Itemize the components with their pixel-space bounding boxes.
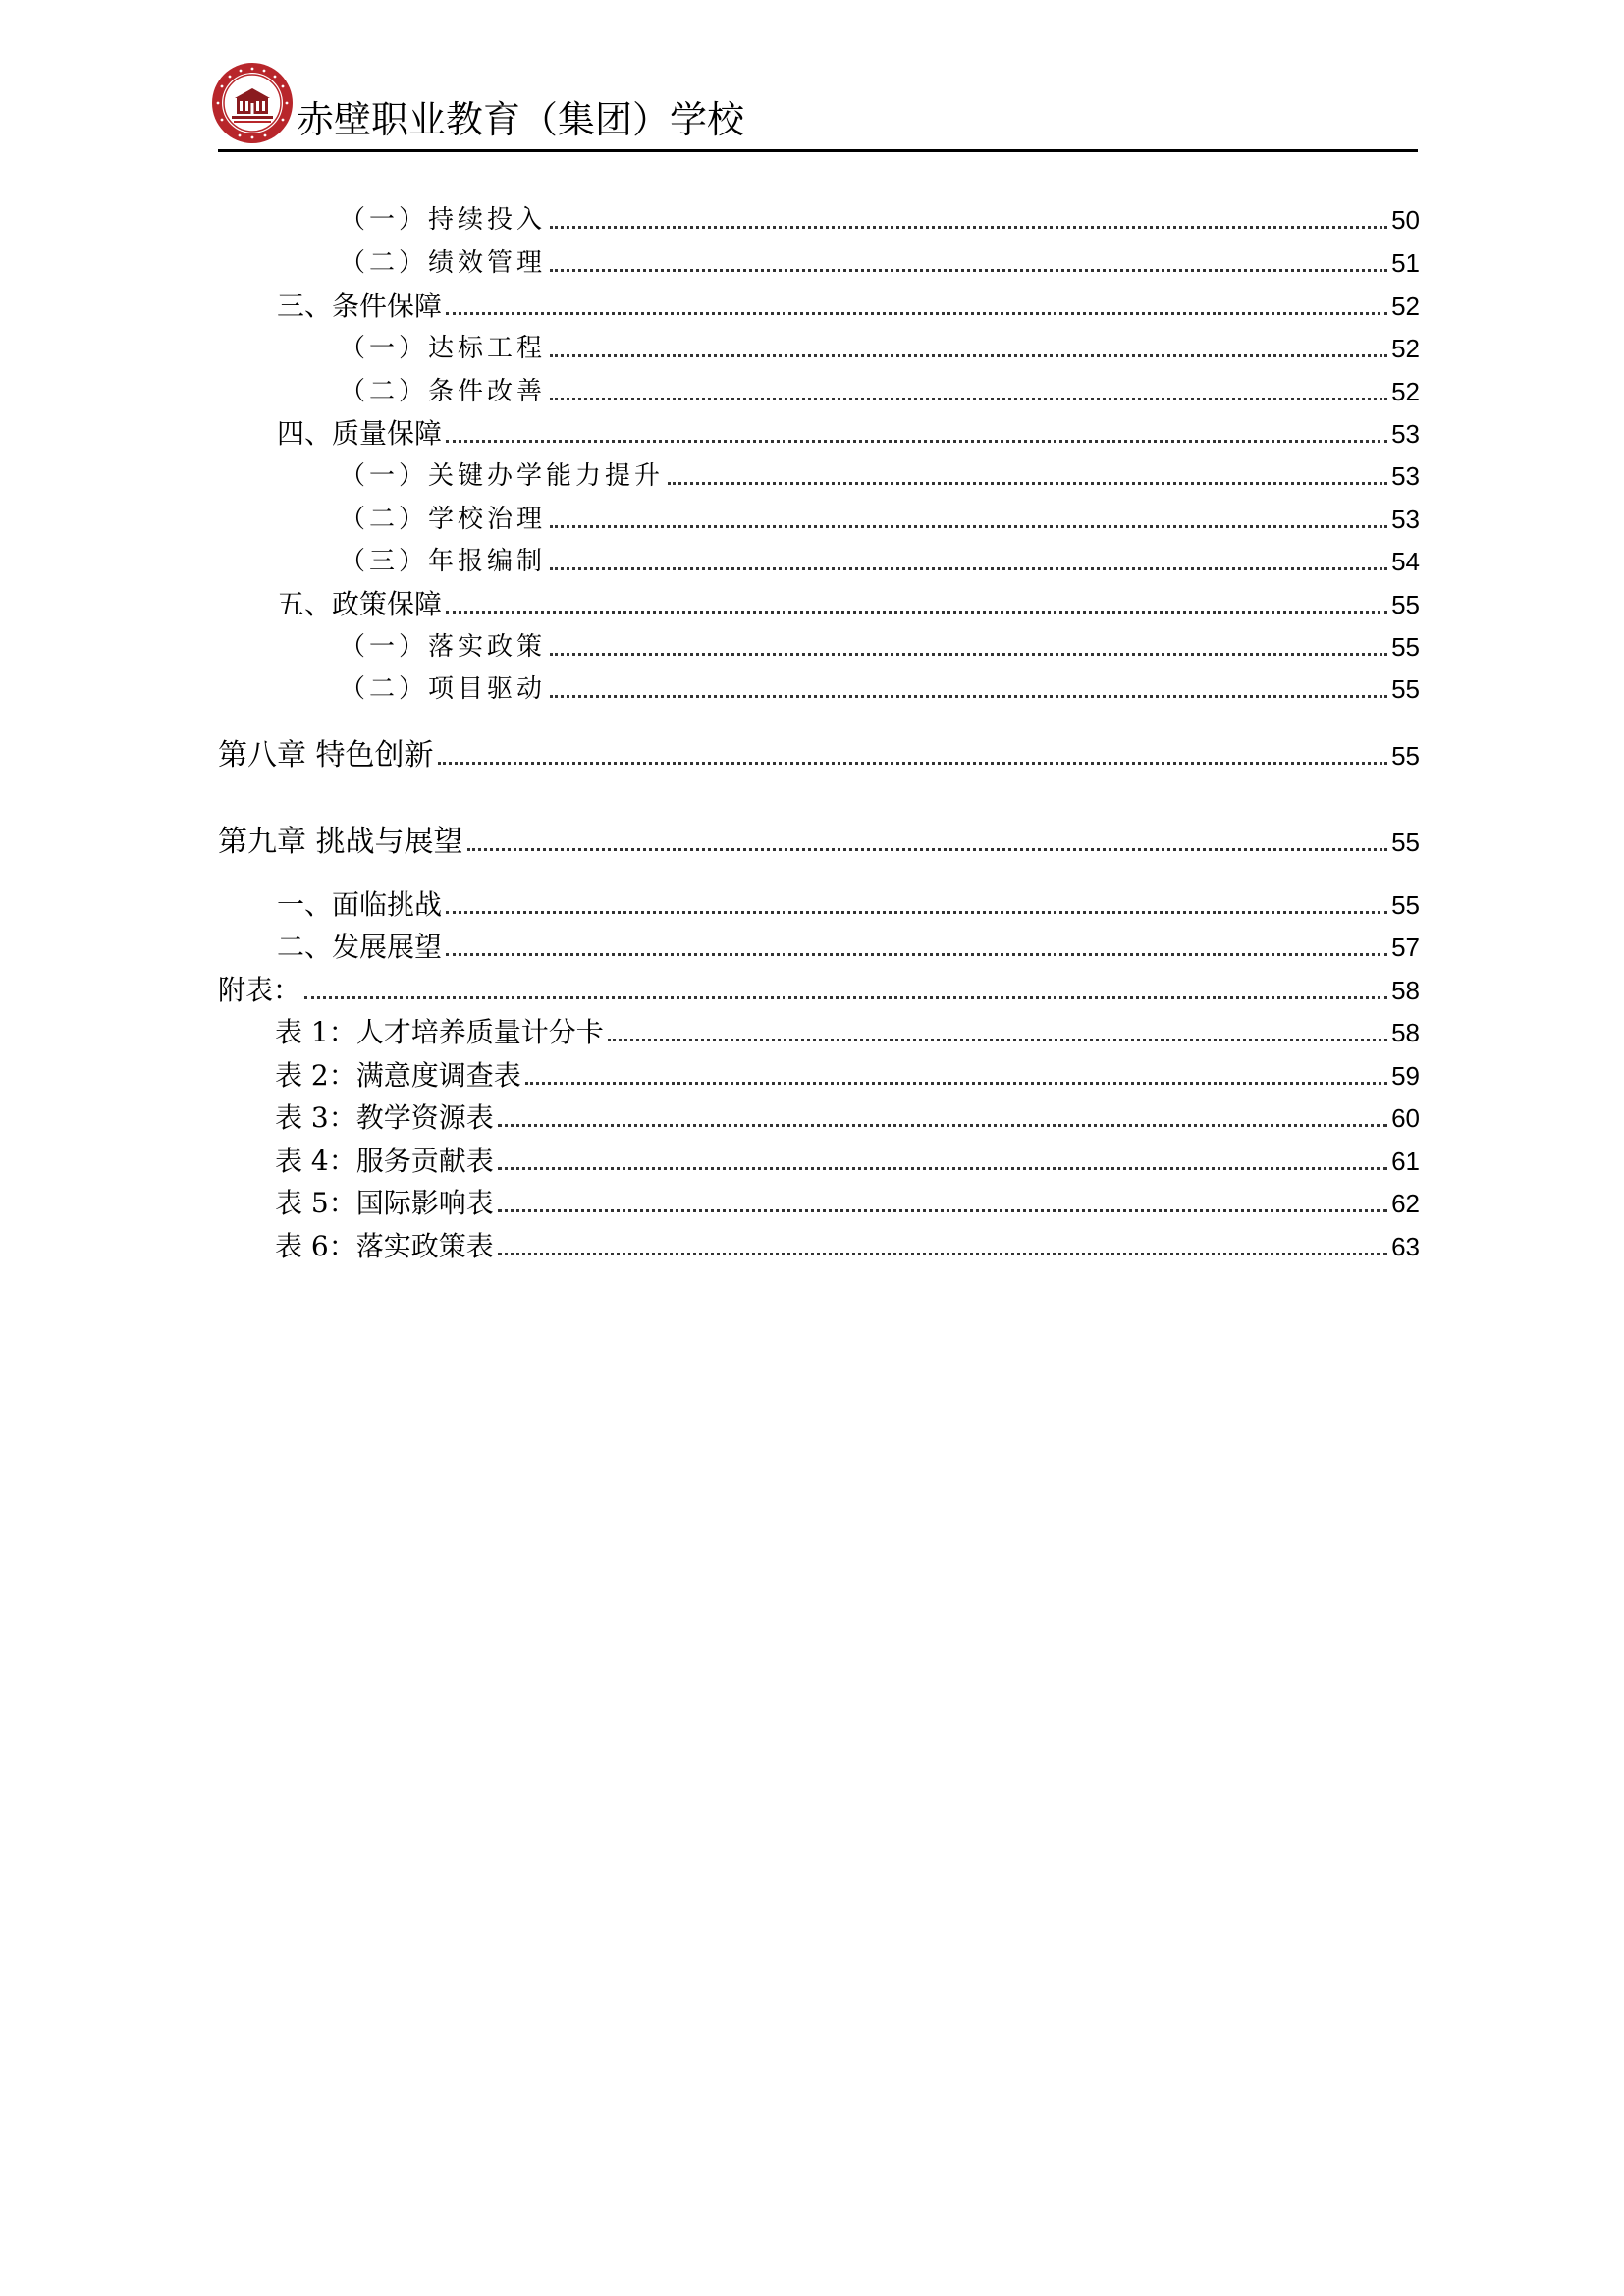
toc-dot-leader [446,911,1387,914]
toc-entry-label: （一）关键办学能力提升 [340,461,665,491]
toc-entry-page-number: 59 [1391,1061,1420,1091]
toc-entry[interactable] [340,198,1420,238]
toc-entry-page-number: 54 [1391,547,1420,576]
toc-dot-leader [550,567,1387,570]
toc-dot-leader [550,354,1387,357]
toc-dot-leader [498,1124,1387,1127]
toc-entry-page-number: 63 [1391,1232,1420,1261]
toc-entry-label: （二）条件改善 [340,377,547,406]
toc-entry[interactable] [277,583,1420,622]
toc-entry-label: 表 2：满意度调查表 [275,1059,521,1092]
toc-entry-page-number: 55 [1391,590,1420,619]
toc-entry-page-number: 55 [1391,890,1420,920]
toc-entry[interactable] [340,241,1420,281]
toc-entry-label: 四、质量保障 [277,417,443,450]
toc-entry[interactable] [218,821,1420,860]
toc-entry-page-number: 55 [1391,828,1420,857]
toc-entry-label: 二、发展展望 [277,931,443,963]
toc-dot-leader [498,1253,1387,1255]
toc-dot-leader [550,269,1387,272]
toc-entry[interactable] [277,926,1420,965]
toc-entry[interactable] [275,1096,1420,1136]
toc-entry-label: （三）年报编制 [340,547,547,576]
toc-entry[interactable] [275,1011,1420,1050]
toc-entry[interactable] [340,540,1420,579]
toc-entry-page-number: 52 [1391,377,1420,406]
toc-entry-page-number: 50 [1391,205,1420,235]
toc-entry[interactable] [275,1054,1420,1094]
toc-entry[interactable] [277,285,1420,324]
toc-entry-page-number: 61 [1391,1147,1420,1176]
toc-entry[interactable] [340,370,1420,409]
toc-entry-page-number: 53 [1391,505,1420,534]
toc-entry[interactable] [218,734,1420,774]
toc-entry-label: （二）项目驱动 [340,674,547,704]
toc-entry-label: 表 6：落实政策表 [275,1230,494,1262]
toc-entry-page-number: 55 [1391,741,1420,771]
toc-entry-page-number: 51 [1391,248,1420,278]
toc-entry-label: 第八章 特色创新 [218,738,434,773]
toc-entry-page-number: 55 [1391,674,1420,704]
toc-entry[interactable] [340,498,1420,537]
toc-entry-label: 表 1：人才培养质量计分卡 [275,1016,604,1048]
toc-entry-label: （一）落实政策 [340,632,547,662]
toc-dot-leader [550,226,1387,229]
toc-entry-label: 五、政策保障 [277,588,443,620]
toc-entry-label: 表 3：教学资源表 [275,1101,494,1134]
toc-entry-page-number: 58 [1391,976,1420,1005]
toc-entry-label: （二）学校治理 [340,505,547,534]
toc-entry-label: 第九章 挑战与展望 [218,825,463,859]
toc-dot-leader [446,953,1387,956]
toc-entry-page-number: 52 [1391,292,1420,321]
toc-dot-leader [525,1082,1387,1085]
toc-dot-leader [304,996,1387,999]
toc-dot-leader [446,440,1387,443]
toc-entry-page-number: 52 [1391,334,1420,363]
toc-entry-page-number: 55 [1391,632,1420,662]
toc-dot-leader [467,848,1388,851]
toc-dot-leader [608,1039,1387,1041]
toc-entry[interactable] [275,1140,1420,1179]
toc-entry-page-number: 58 [1391,1018,1420,1047]
toc-dot-leader [438,762,1388,765]
toc-entry-page-number: 60 [1391,1103,1420,1133]
toc-entry-page-number: 53 [1391,461,1420,491]
toc-entry-label: 附表： [218,974,301,1006]
toc-dot-leader [498,1209,1387,1212]
toc-entry[interactable] [277,412,1420,452]
toc-entry[interactable] [340,454,1420,494]
toc-dot-leader [550,653,1387,656]
toc-entry-page-number: 53 [1391,419,1420,449]
toc-entry-page-number: 62 [1391,1189,1420,1218]
toc-dot-leader [550,525,1387,528]
toc-entry-label: （一）持续投入 [340,205,547,235]
toc-dot-leader [446,312,1387,315]
toc-dot-leader [668,482,1387,485]
toc-entry-page-number: 57 [1391,933,1420,962]
toc-entry[interactable] [340,625,1420,665]
toc-dot-leader [550,695,1387,698]
toc-entry[interactable] [340,327,1420,366]
toc-entry-label: 表 5：国际影响表 [275,1187,494,1219]
school-name: 赤壁职业教育（集团）学校 [297,98,745,141]
toc-entry[interactable] [218,969,1420,1008]
toc-entry-label: 表 4：服务贡献表 [275,1145,494,1177]
toc-entry-label: （一）达标工程 [340,334,547,363]
toc-entry[interactable] [340,667,1420,707]
toc-entry-label: 一、面临挑战 [277,888,443,921]
toc-entry[interactable] [275,1225,1420,1264]
toc-dot-leader [446,611,1387,614]
toc-entry[interactable] [277,883,1420,923]
toc-entry[interactable] [275,1182,1420,1221]
toc-dot-leader [550,398,1387,400]
toc-entry-label: 三、条件保障 [277,290,443,322]
toc-dot-leader [498,1167,1387,1170]
toc-entry-label: （二）绩效管理 [340,248,547,278]
